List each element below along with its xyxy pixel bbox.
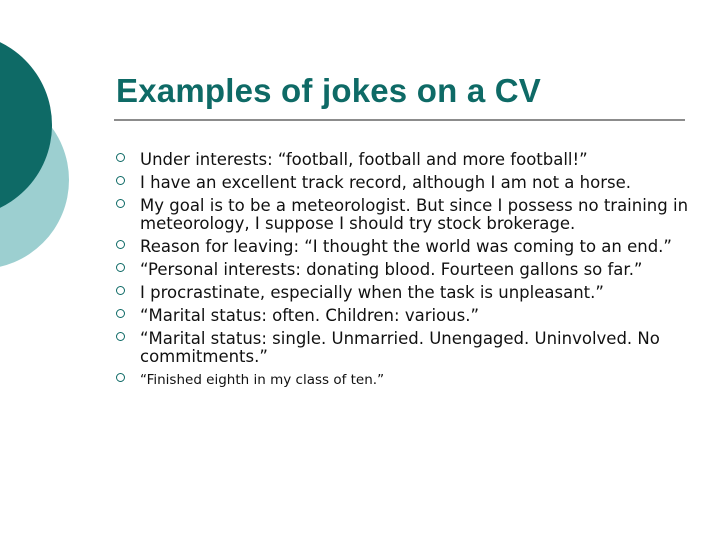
bullet-item [116, 197, 691, 233]
bullet-item [116, 174, 691, 192]
circle-outline-icon [116, 240, 125, 249]
bullet-text: “Marital status: single. Unmarried. Unengaged. Uninvolved. No commitments.” [140, 329, 660, 366]
bullet-item [116, 330, 691, 366]
title-divider [114, 119, 685, 121]
bullet-text: “Marital status: often. Children: various.” [140, 306, 479, 325]
bullet-text: “Finished eighth in my class of ten.” [140, 372, 385, 388]
circle-outline-icon [116, 153, 125, 162]
bullet-text: Reason for leaving: “I thought the world was coming to an end.” [140, 237, 672, 256]
bullet-text: I procrastinate, especially when the task is unpleasant.” [140, 283, 604, 302]
bullet-text: I have an excellent track record, although I am not a horse. [140, 173, 631, 192]
bullet-text: Under interests: “football, football and more football!” [140, 150, 588, 169]
circle-outline-icon [116, 373, 125, 382]
bullet-item [116, 307, 691, 325]
bullet-item [116, 238, 691, 256]
circle-outline-icon [116, 286, 125, 295]
circle-outline-icon [116, 332, 125, 341]
slide-title: Examples of jokes on a CV [116, 72, 541, 109]
bullet-item [116, 261, 691, 279]
circle-outline-icon [116, 176, 125, 185]
circle-outline-icon [116, 263, 125, 272]
bullet-item [116, 284, 691, 302]
bullet-text: My goal is to be a meteorologist. But since I possess no training in meteorology, I suppose I should try stock brokerage. [140, 196, 689, 233]
circle-outline-icon [116, 309, 125, 318]
decorative-circles [0, 0, 100, 300]
bullet-text: “Personal interests: donating blood. Fourteen gallons so far.” [140, 260, 643, 279]
bullet-item [116, 371, 691, 389]
bullet-list [116, 151, 691, 394]
circle-outline-icon [116, 199, 125, 208]
bullet-item [116, 151, 691, 169]
